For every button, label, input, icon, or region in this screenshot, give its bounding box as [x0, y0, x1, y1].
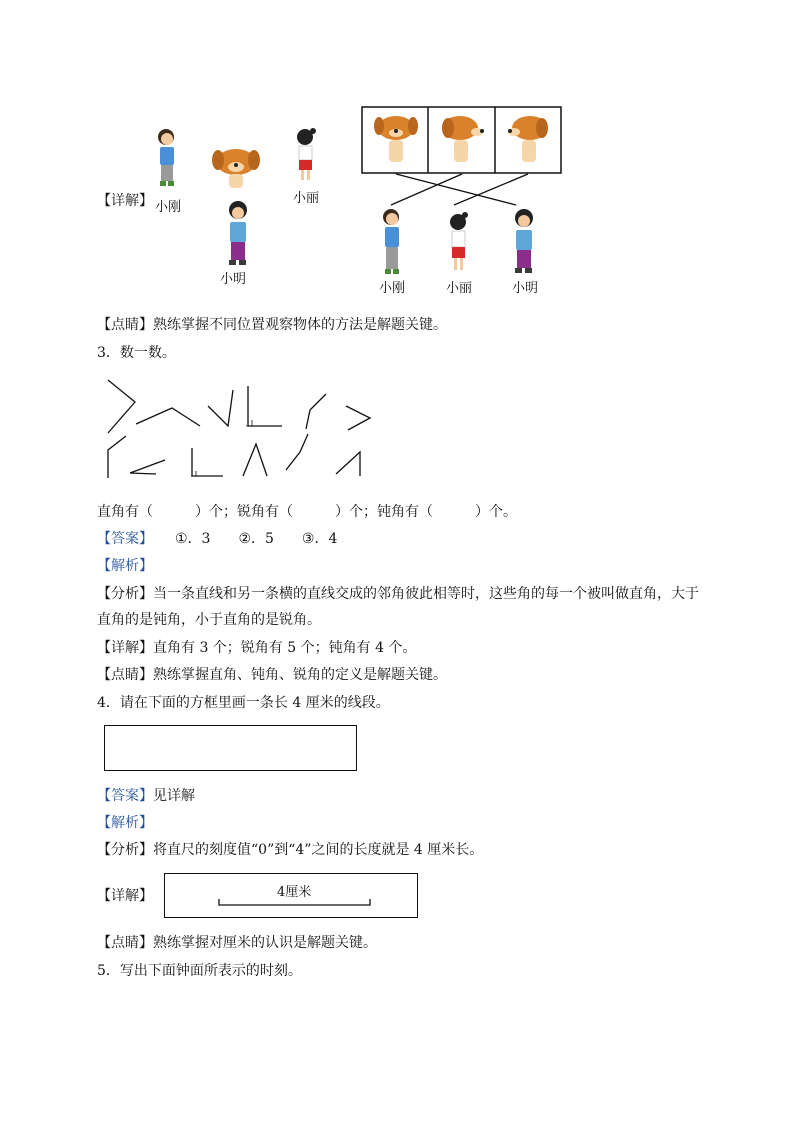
name-xiaoli-left: 小丽	[293, 191, 320, 206]
tip-label: 【点睛】	[97, 935, 153, 951]
fenxi-label: 【分析】	[97, 586, 153, 602]
view-panels	[356, 100, 576, 300]
name-xiaoli-right: 小丽	[446, 281, 473, 296]
boy-xiaogang-figure-right	[383, 209, 399, 274]
dog-figure	[212, 149, 260, 188]
q4-question: 4．请在下面的方框里画一条长 4 厘米的线段。	[97, 695, 390, 711]
angle-mark-6	[346, 406, 370, 430]
tip-text: 熟练掌握对厘米的认识是解题关键。	[153, 935, 377, 951]
boy-xiaoming-figure-right	[515, 209, 533, 273]
segment-line	[165, 874, 417, 917]
answer-text: ①．3 ②．5 ③．4	[175, 531, 338, 547]
girl-xiaoli-figure	[297, 128, 316, 180]
angle-mark-8a	[130, 460, 165, 473]
angle-mark-10	[243, 444, 267, 476]
name-xiaogang-left: 小刚	[155, 200, 182, 215]
tip-label: 【点睛】	[97, 317, 153, 333]
tip-text: 熟练掌握直角、钝角、锐角的定义是解题关键。	[153, 667, 447, 683]
left-scene	[0, 0, 400, 200]
angle-mark-4	[248, 386, 282, 426]
detail-label: 【详解】	[97, 888, 153, 904]
name-xiaogang-right: 小刚	[379, 281, 406, 296]
analysis-label: 【解析】	[97, 815, 153, 831]
answer-label: 【答案】	[97, 788, 153, 804]
boy-xiaoming-figure	[229, 201, 247, 265]
detail-label-fig1: 【详解】	[97, 193, 153, 209]
angle-mark-8b	[130, 473, 156, 474]
analysis-label: 【解析】	[97, 558, 153, 574]
detail-label: 【详解】	[97, 640, 153, 656]
answer-box	[164, 873, 418, 918]
angle-mark-5	[306, 394, 326, 429]
name-xiaoming-left: 小明	[220, 272, 247, 287]
name-xiaoming-right: 小明	[512, 281, 539, 296]
segment-label: 4厘米	[277, 885, 312, 900]
tip-text: 熟练掌握不同位置观察物体的方法是解题关键。	[153, 317, 447, 333]
angle-mark-2	[136, 408, 200, 426]
angle-mark-9	[192, 448, 223, 476]
angle-mark-12	[336, 452, 360, 476]
angle-mark-1	[108, 380, 135, 433]
fenxi-label: 【分析】	[97, 842, 153, 858]
q3-fill-line: 直角有（ ）个；锐角有（ ）个；钝角有（ ）个。	[97, 504, 517, 520]
answer-text: 见详解	[153, 788, 195, 804]
fenxi-line-1: 当一条直线和另一条横的直线交成的邻角彼此相等时，这些角的每一个被叫做直角，大于	[153, 586, 699, 602]
girl-xiaoli-figure-right	[450, 212, 468, 270]
answer-label: 【答案】	[97, 531, 153, 547]
angle-mark-11	[286, 434, 308, 470]
angle-figures	[100, 378, 400, 488]
detail-text: 直角有 3 个；锐角有 5 个；钝角有 4 个。	[153, 640, 417, 656]
q5-question: 5．写出下面钟面所表示的时刻。	[97, 963, 302, 979]
fenxi-text: 将直尺的刻度值“0”到“4”之间的长度就是 4 厘米长。	[153, 842, 484, 858]
drawing-box[interactable]	[104, 725, 357, 771]
boy-xiaogang-figure	[158, 129, 174, 186]
q3-question: 3．数一数。	[97, 345, 176, 361]
tip-label: 【点睛】	[97, 667, 153, 683]
fenxi-line-2: 直角的是钝角，小于直角的是锐角。	[97, 612, 321, 628]
angle-mark-7	[108, 436, 126, 478]
angle-mark-3	[208, 390, 233, 426]
